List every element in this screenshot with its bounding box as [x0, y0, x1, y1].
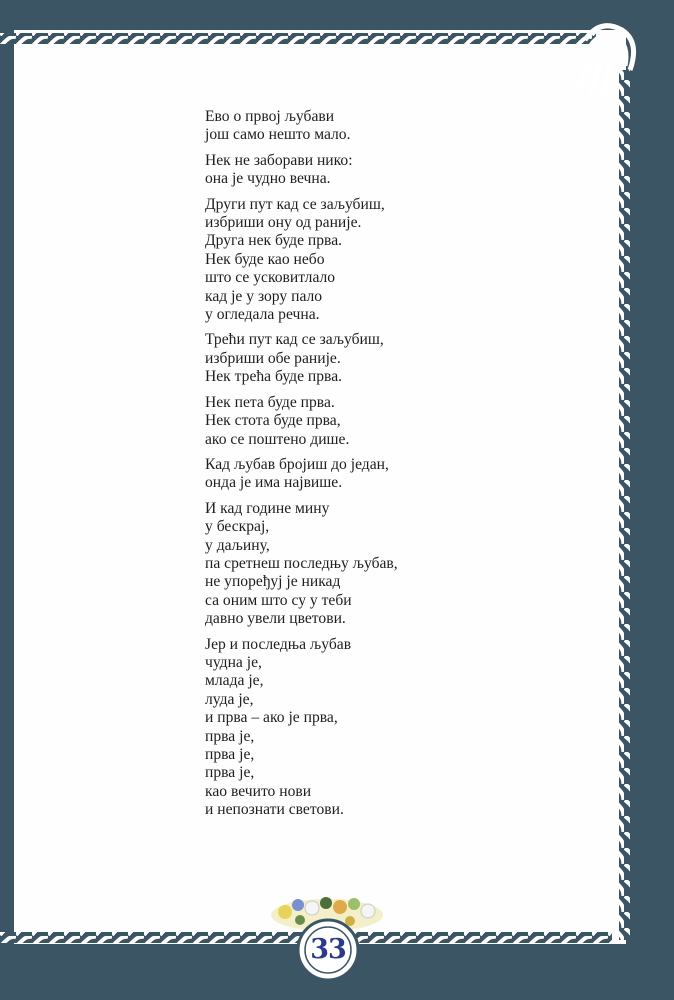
- poem-line: млада је,: [205, 672, 264, 690]
- poem-line: Кад љубав бројиш до један,: [205, 455, 389, 473]
- poem-line: и непознати светови.: [205, 801, 344, 819]
- poem-line: Нек стота буде прва,: [205, 412, 341, 430]
- poem-stanza: [205, 636, 535, 820]
- poem-line: кад је у зору пало: [205, 287, 323, 305]
- poem-line: Ево о првој љубави: [205, 108, 335, 125]
- poem-line: прва је,: [205, 727, 255, 745]
- poem-line: избриши обе раније.: [205, 349, 341, 367]
- poem-line: Нек не заборави нико:: [205, 151, 353, 169]
- poem-line: у даљину,: [205, 536, 270, 554]
- poem-line: И кад године мину: [205, 499, 330, 517]
- rope-top: [0, 33, 596, 44]
- rope-right: [619, 70, 630, 940]
- poem-line: она је чудно вечна.: [205, 170, 331, 188]
- poem-stanza: [205, 500, 535, 629]
- poem-line: и прва – ако је прва,: [205, 709, 338, 727]
- poem-stanza: [205, 152, 535, 189]
- poem-line: давно увели цветови.: [205, 610, 346, 628]
- poem-line: чудна је,: [205, 653, 262, 671]
- poem-stanza: [205, 331, 535, 386]
- poem-line: Трећи пут кад се заљубиш,: [205, 331, 384, 349]
- poem-line: прва је,: [205, 746, 255, 763]
- page-number: 33: [310, 934, 346, 965]
- poem-line: прва је,: [205, 764, 255, 782]
- poem-stanza: [205, 394, 535, 449]
- poem-stanza: [205, 196, 535, 325]
- poem-line: луда је,: [205, 690, 254, 708]
- poem-line: па сретнеш последњу љубав,: [205, 554, 398, 572]
- poem-line: ако се поштено дише.: [205, 430, 350, 448]
- poem-stanza: [205, 456, 535, 493]
- poem-line: што се усковитлало: [205, 269, 336, 287]
- poem-line: још само нешто мало.: [205, 126, 351, 144]
- poem-line: не упоређуј је никад: [205, 573, 341, 591]
- poem-line: Нек буде као небо: [205, 250, 325, 268]
- poem-line: Други пут кад се заљубиш,: [205, 195, 385, 213]
- poem-stanza: [205, 108, 535, 145]
- poem-line: Нек трећа буде прва.: [205, 368, 343, 386]
- poem-line: као вечито нови: [205, 782, 312, 800]
- poem-line: у огледала речна.: [205, 306, 320, 324]
- poem-line: Нек пета буде прва.: [205, 393, 335, 411]
- poem-line: са оним што су у теби: [205, 591, 352, 609]
- poem-text: [205, 108, 535, 827]
- poem-line: у бескрај,: [205, 518, 270, 536]
- poem-line: избриши ону од раније.: [205, 214, 362, 232]
- poem-line: Јер и последња љубав: [205, 635, 352, 653]
- poem-line: Друга нек буде прва.: [205, 232, 343, 250]
- poem-line: онда је има највише.: [205, 474, 343, 492]
